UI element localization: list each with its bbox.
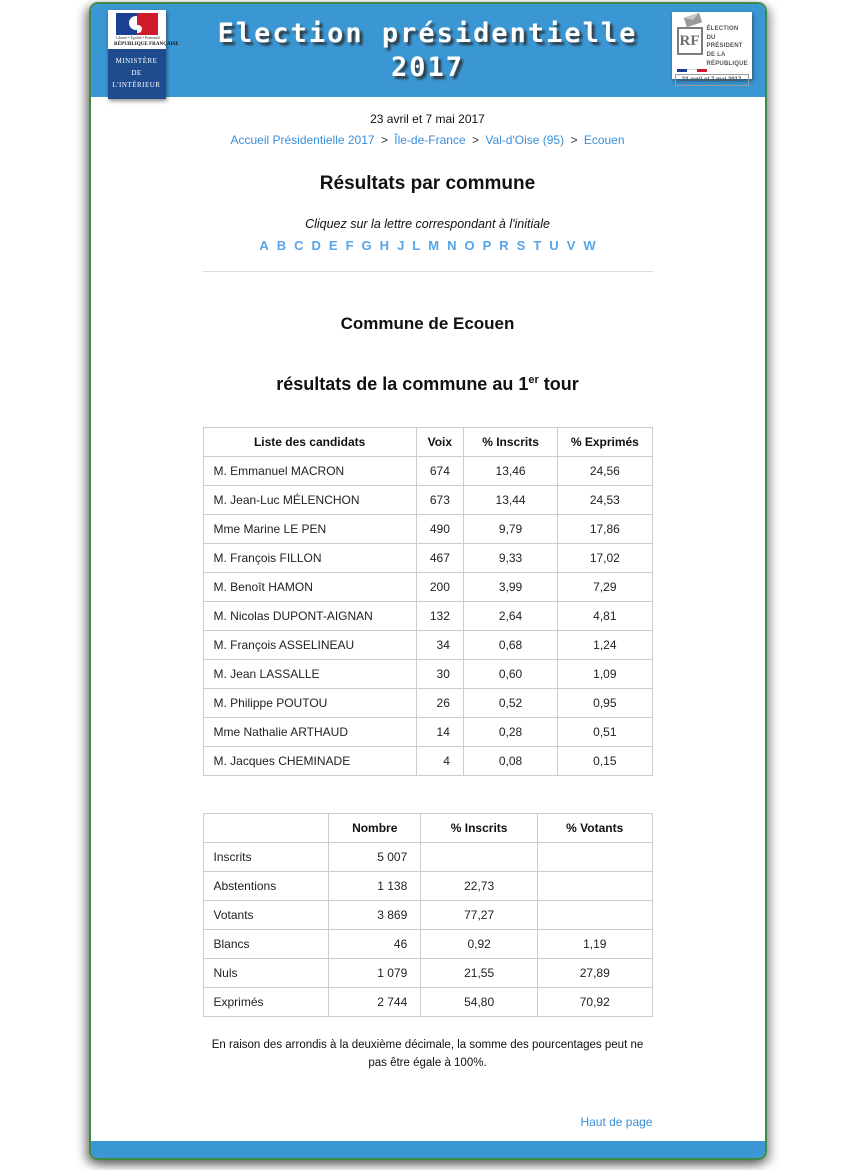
round-heading-suffix: tour (538, 374, 579, 394)
candidate-pct-inscrits: 13,44 (463, 486, 557, 515)
participation-nombre: 1 079 (329, 959, 421, 988)
candidate-row (203, 515, 652, 544)
main-content (91, 112, 765, 1129)
participation-pct-inscrits: 54,80 (421, 988, 538, 1017)
participation-label: Nuls (203, 959, 329, 988)
participation-pct-votants: 27,89 (537, 959, 652, 988)
letter-link-a[interactable]: A (259, 238, 269, 253)
breadcrumb-separator: > (380, 133, 388, 147)
letter-link-j[interactable]: J (397, 238, 405, 253)
election-logo-line1: ÉLECTION (706, 26, 739, 32)
candidate-pct-exprimes: 0,95 (558, 689, 652, 718)
letter-link-v[interactable]: V (566, 238, 576, 253)
letter-link-s[interactable]: S (516, 238, 526, 253)
candidate-pct-inscrits: 9,33 (463, 544, 557, 573)
candidate-name: M. Emmanuel MACRON (203, 457, 416, 486)
envelope-icon (683, 13, 701, 27)
breadcrumb-separator: > (570, 133, 578, 147)
participation-row (203, 843, 652, 872)
footer-bar (91, 1141, 765, 1158)
candidate-row (203, 718, 652, 747)
letter-link-o[interactable]: O (464, 238, 475, 253)
participation-nombre: 1 138 (329, 872, 421, 901)
candidate-name: M. Jean LASSALLE (203, 660, 416, 689)
participation-table (203, 813, 653, 1017)
candidate-pct-inscrits: 0,08 (463, 747, 557, 776)
participation-label: Inscrits (203, 843, 329, 872)
ministry-motto: Liberté • Égalité • Fraternité (115, 36, 160, 41)
participation-row (203, 930, 652, 959)
participation-pct-inscrits: 21,55 (421, 959, 538, 988)
candidate-pct-exprimes: 1,24 (558, 631, 652, 660)
letter-link-b[interactable]: B (276, 238, 287, 253)
col-header-pct-votants: % Votants (537, 814, 652, 843)
candidate-pct-inscrits: 0,68 (463, 631, 557, 660)
col-header-pct-inscrits: % Inscrits (421, 814, 538, 843)
banner (91, 4, 765, 97)
candidate-voix: 673 (416, 486, 463, 515)
letter-link-w[interactable]: W (583, 238, 596, 253)
candidate-row (203, 631, 652, 660)
ministry-logo (108, 10, 179, 99)
page-card (89, 2, 767, 1160)
letter-link-e[interactable]: E (328, 238, 338, 253)
candidate-row (203, 486, 652, 515)
election-dates: 23 avril et 7 mai 2017 (370, 112, 485, 126)
election-logo-line3: DE LA (706, 52, 726, 59)
candidate-pct-inscrits: 0,28 (463, 718, 557, 747)
breadcrumb-link-region[interactable]: Île-de-France (394, 133, 466, 147)
candidate-voix: 4 (416, 747, 463, 776)
participation-label: Blancs (203, 930, 329, 959)
commune-heading: Commune de Ecouen (340, 314, 515, 333)
election-logo-dates: 23 avril et 7 mai 2017 (675, 74, 749, 86)
candidate-pct-inscrits: 0,52 (463, 689, 557, 718)
candidate-pct-exprimes: 4,81 (558, 602, 652, 631)
participation-pct-inscrits: 77,27 (421, 901, 538, 930)
candidate-name: M. Nicolas DUPONT-AIGNAN (203, 602, 416, 631)
col-header-empty (203, 814, 329, 843)
french-flag-marianne-icon (116, 13, 158, 35)
ministry-logo-top (108, 10, 179, 49)
candidate-pct-exprimes: 1,09 (558, 660, 652, 689)
candidate-row (203, 689, 652, 718)
letter-link-d[interactable]: D (311, 238, 321, 253)
participation-nombre: 5 007 (329, 843, 421, 872)
candidate-voix: 132 (416, 602, 463, 631)
election-logo-text (707, 15, 749, 68)
round-heading (203, 374, 653, 395)
ministry-line-3: L'INTÉRIEUR (112, 80, 161, 89)
candidate-pct-inscrits: 13,46 (463, 457, 557, 486)
participation-pct-inscrits: 22,73 (421, 872, 538, 901)
candidate-pct-inscrits: 3,99 (463, 573, 557, 602)
participation-header-row (203, 814, 652, 843)
col-header-voix: Voix (416, 428, 463, 457)
letter-link-n[interactable]: N (447, 238, 457, 253)
ministry-name (108, 49, 166, 99)
candidate-voix: 26 (416, 689, 463, 718)
participation-pct-votants (537, 901, 652, 930)
candidate-voix: 467 (416, 544, 463, 573)
participation-label: Votants (203, 901, 329, 930)
ministry-line-2: DE (131, 68, 142, 77)
letter-link-u[interactable]: U (549, 238, 559, 253)
participation-nombre: 46 (329, 930, 421, 959)
participation-row (203, 901, 652, 930)
letter-link-m[interactable]: M (428, 238, 440, 253)
candidate-name: Mme Nathalie ARTHAUD (203, 718, 416, 747)
round-heading-prefix: résultats de la commune au 1 (276, 374, 529, 394)
letter-instruction: Cliquez sur la lettre correspondant à l'initiale (305, 217, 550, 231)
election-logo-line2: DU PRÉSIDENT (706, 34, 743, 50)
breadcrumb-link-commune[interactable]: Ecouen (583, 133, 625, 147)
letter-link-t[interactable]: T (533, 238, 542, 253)
section-divider (203, 271, 653, 272)
candidate-voix: 14 (416, 718, 463, 747)
candidate-row (203, 660, 652, 689)
candidate-pct-exprimes: 7,29 (558, 573, 652, 602)
breadcrumb-link-accueil[interactable]: Accueil Présidentielle 2017 (230, 133, 375, 147)
participation-pct-inscrits (421, 843, 538, 872)
participation-nombre: 3 869 (329, 901, 421, 930)
candidate-name: Mme Marine LE PEN (203, 515, 416, 544)
col-header-candidates: Liste des candidats (203, 428, 416, 457)
letter-link-g[interactable]: G (361, 238, 372, 253)
breadcrumb-separator: > (471, 133, 479, 147)
candidate-voix: 674 (416, 457, 463, 486)
letter-link-r[interactable]: R (499, 238, 509, 253)
candidate-pct-inscrits: 0,60 (463, 660, 557, 689)
candidate-row (203, 573, 652, 602)
breadcrumb-link-departement[interactable]: Val-d'Oise (95) (485, 133, 565, 147)
candidate-row (203, 602, 652, 631)
page-title-line1: Election présidentielle (217, 17, 638, 49)
participation-pct-votants (537, 843, 652, 872)
candidate-row (203, 457, 652, 486)
election-logo-line4: RÉPUBLIQUE (706, 60, 748, 67)
letter-link-c[interactable]: C (294, 238, 304, 253)
candidate-name: M. François FILLON (203, 544, 416, 573)
participation-pct-votants: 1,19 (537, 930, 652, 959)
participation-label: Abstentions (203, 872, 329, 901)
candidates-header-row (203, 428, 652, 457)
candidate-pct-inscrits: 2,64 (463, 602, 557, 631)
rounding-footnote: En raison des arrondis à la deuxième décimale, la somme des pourcentages peut ne pas être égale à 100%. (211, 1039, 644, 1070)
col-header-pct-exprimes: % Exprimés (558, 428, 652, 457)
participation-row (203, 872, 652, 901)
candidate-pct-exprimes: 24,53 (558, 486, 652, 515)
candidate-name: M. Benoît HAMON (203, 573, 416, 602)
col-header-pct-inscrits: % Inscrits (463, 428, 557, 457)
candidate-pct-exprimes: 24,56 (558, 457, 652, 486)
ministry-republic: RÉPUBLIQUE FRANÇAISE (113, 41, 179, 47)
round-heading-sup: er (528, 374, 539, 386)
candidate-voix: 200 (416, 573, 463, 602)
participation-label: Exprimés (203, 988, 329, 1017)
candidate-name: M. Philippe POUTOU (203, 689, 416, 718)
candidate-row (203, 747, 652, 776)
ministry-line-1: MINISTÈRE (115, 57, 158, 65)
initial-letter-index (203, 237, 653, 255)
letter-link-l[interactable]: L (412, 238, 421, 253)
candidate-name: M. Jean-Luc MÉLENCHON (203, 486, 416, 515)
participation-row (203, 988, 652, 1017)
participation-pct-votants: 70,92 (537, 988, 652, 1017)
back-to-top-link[interactable]: Haut de page (580, 1114, 653, 1129)
breadcrumb (203, 133, 653, 147)
results-by-commune-heading: Résultats par commune (319, 173, 536, 194)
candidate-pct-exprimes: 17,02 (558, 544, 652, 573)
participation-pct-votants (537, 872, 652, 901)
candidate-name: M. François ASSELINEAU (203, 631, 416, 660)
candidate-name: M. Jacques CHEMINADE (203, 747, 416, 776)
participation-pct-inscrits: 0,92 (421, 930, 538, 959)
candidate-row (203, 544, 652, 573)
candidates-results-table (203, 427, 653, 776)
candidate-voix: 490 (416, 515, 463, 544)
candidate-voix: 34 (416, 631, 463, 660)
candidate-pct-exprimes: 0,51 (558, 718, 652, 747)
letter-link-p[interactable]: P (482, 238, 492, 253)
page-title (218, 17, 638, 85)
ballot-box-icon (675, 15, 707, 57)
col-header-nombre: Nombre (329, 814, 421, 843)
participation-nombre: 2 744 (329, 988, 421, 1017)
candidate-pct-exprimes: 0,15 (558, 747, 652, 776)
election-logo (672, 12, 752, 84)
letter-link-h[interactable]: H (379, 238, 390, 253)
candidate-voix: 30 (416, 660, 463, 689)
participation-row (203, 959, 652, 988)
candidate-pct-inscrits: 9,79 (463, 515, 557, 544)
letter-link-f[interactable]: F (345, 238, 354, 253)
page-title-line2: 2017 (390, 51, 465, 83)
rf-monogram: RF (677, 27, 703, 55)
candidate-pct-exprimes: 17,86 (558, 515, 652, 544)
tricolor-bar (677, 69, 707, 72)
